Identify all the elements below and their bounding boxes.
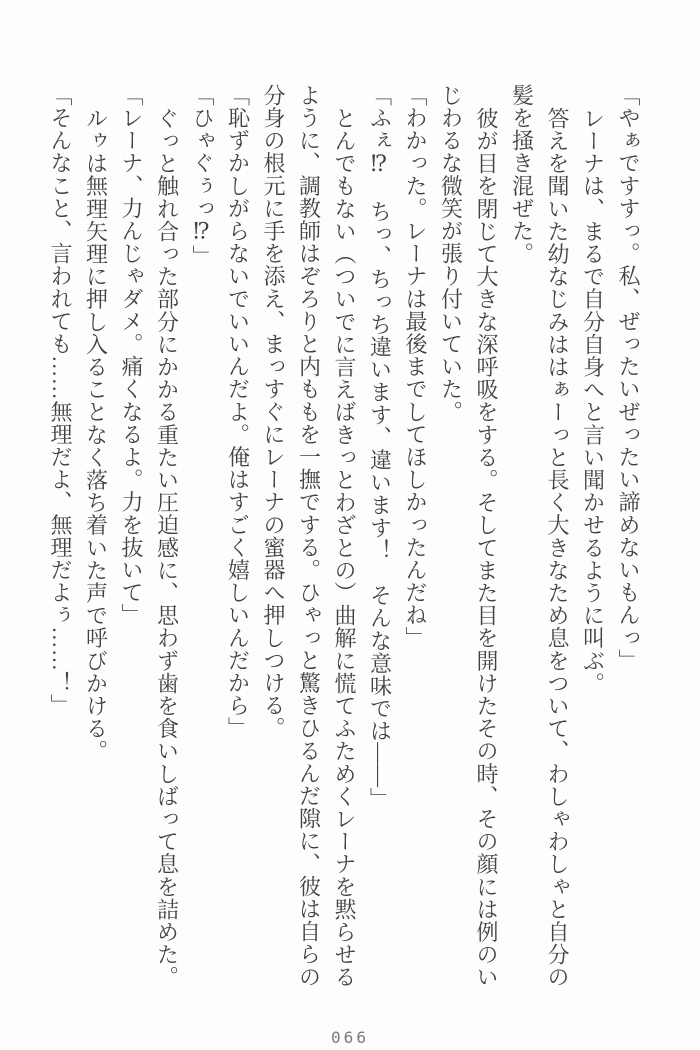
text-line: ルゥは無理矢理に押し入ることなく落ち着いた声で呼びかける。: [83, 107, 109, 763]
text-line: 「恥ずかしがらないでいいんだよ。俺はすごく嬉しいんだから」: [225, 84, 251, 740]
text-line: とんでもない（ついでに言えばきっとわざとの）曲解に慌てふためくレーナを黙らせる: [332, 107, 357, 989]
novel-text: [43, 84, 647, 996]
text-line: 「レーナ、力んじゃダメ。痛くなるよ。力を抜いて」: [119, 84, 144, 627]
text-line: 「わかった。レーナは最後までしてほしかったんだね」: [403, 84, 428, 649]
text-line: じわるな微笑が張り付いていた。: [438, 84, 464, 423]
text-line: 「ふぇ⁉ ちっ、ちっち違います、違います！ そんな意味では――」: [367, 84, 393, 811]
text-line: ように、調教師はぞろりと内ももを一撫でする。ひゃっと驚きひるんだ隙に、彼は自らの: [296, 84, 322, 988]
text-line: 答えを聞いた幼なじみははぁーっと長く大きなため息をついて、わしゃわしゃと自分の: [545, 107, 570, 989]
text-line: 分身の根元に手を添え、まっすぐにレーナの蜜器へ押しつける。: [261, 84, 286, 740]
page-number: 066: [331, 1028, 369, 1047]
text-line: 髪を掻き混ぜた。: [509, 84, 535, 265]
text-line: 「そんなこと、言われても……無理だよ、無理だよぅ……！」: [48, 84, 73, 717]
text-line: 「ひゃぐぅっ⁉」: [190, 84, 215, 268]
text-line: レーナは、まるで自分自身へと言い聞かせるように叫ぶ。: [580, 107, 606, 695]
text-line: 彼が目を閉じて大きな深呼吸をする。そしてまた目を開けたその時、その顔には例のい: [474, 107, 499, 989]
text-line: ぐっと触れ合った部分にかかる重たい圧迫感に、思わず歯を食いしばって息を詰めた。: [154, 107, 180, 989]
text-line: 「やぁですすっ。私、ぜったいぜったい諦めないもんっ」: [616, 84, 641, 672]
